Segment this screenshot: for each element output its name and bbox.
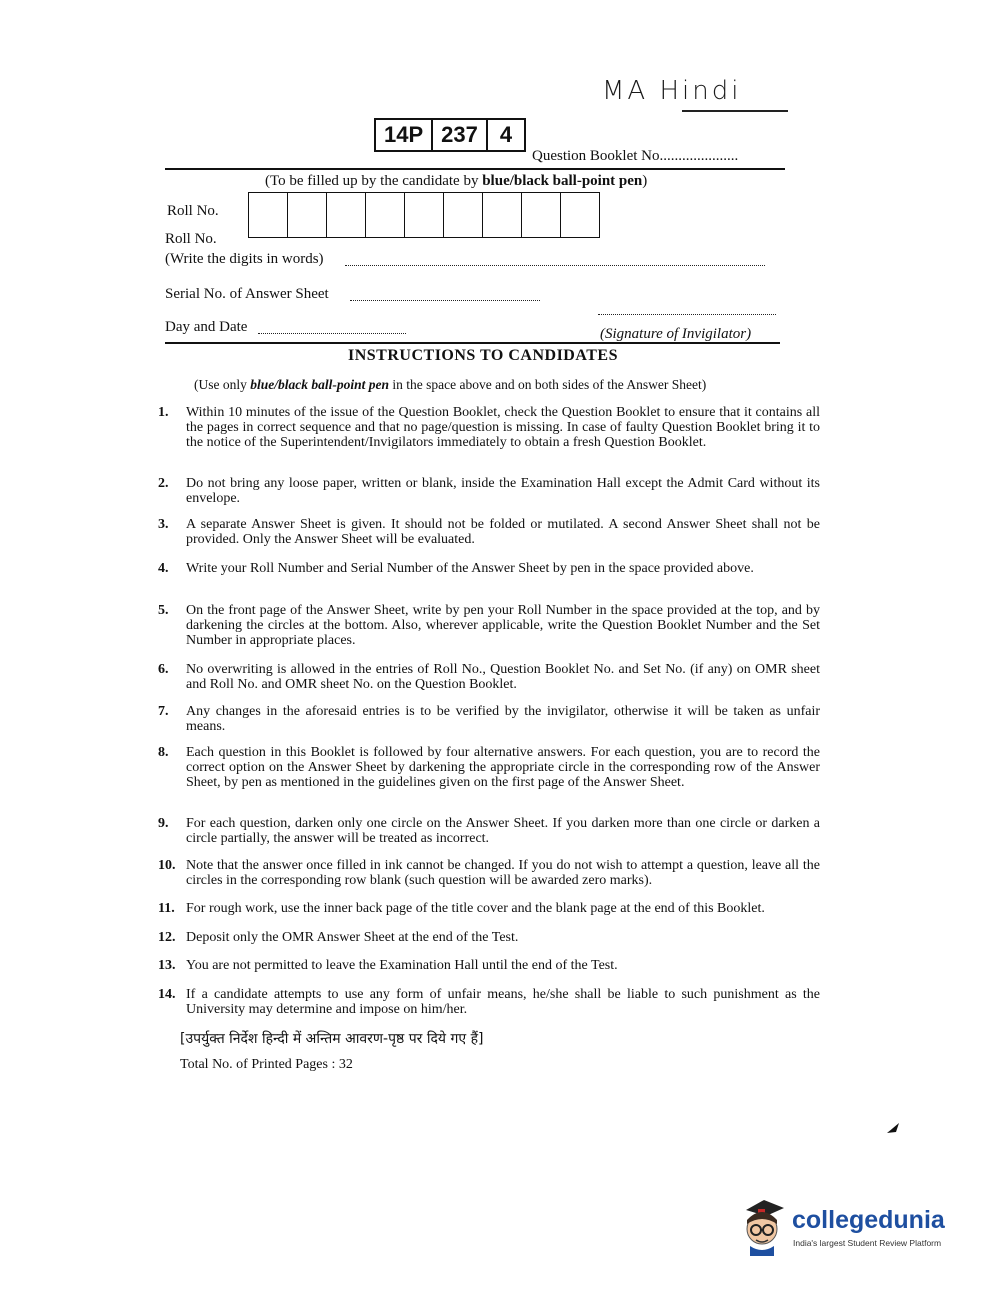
instruction-item: 3. A separate Answer Sheet is given. It should not be folded or mutilated. A second Answer Sheet shall not be provided. Only the Answer Sheet will be evaluated.: [158, 517, 820, 547]
instruction-item: 5. On the front page of the Answer Sheet, write by pen your Roll Number in the space provided at the top, and by darkening the circles at the bottom. Also, wherever applicable, write the Question Booklet Number and the Set Number in appropriate places.: [158, 603, 820, 648]
instruction-item: 7. Any changes in the aforesaid entries is to be verified by the invigilator, otherwise it will be taken as unfair means.: [158, 704, 820, 734]
instruction-item: 2. Do not bring any loose paper, written or blank, inside the Examination Hall except the Admit Card without its envelope.: [158, 476, 820, 506]
fill-instruction: (To be filled up by the candidate by blue/black ball-point pen): [265, 173, 648, 189]
form-bottom-rule: [165, 342, 780, 344]
roll-digit-box[interactable]: [444, 193, 483, 237]
roll-no-words-label: Roll No.: [165, 231, 217, 247]
serial-no-field[interactable]: [350, 300, 540, 301]
collegedunia-tagline: India's largest Student Review Platform: [793, 1238, 942, 1248]
day-date-label: Day and Date: [165, 319, 248, 335]
instruction-item: 9. For each question, darken only one circle on the Answer Sheet. If you darken more than one circle or darken a circle partially, the answer will be treated as incorrect.: [158, 816, 820, 846]
instruction-item: 4. Write your Roll Number and Serial Number of the Answer Sheet by pen in the space provided above.: [158, 561, 754, 576]
hindi-note: [उपर्युक्त निर्देश हिन्दी में अन्तिम आवरण-पृष्ठ पर दिये गए हैं]: [180, 1031, 484, 1047]
handwritten-note: MA Hindi: [602, 76, 742, 106]
roll-digit-box[interactable]: [522, 193, 561, 237]
question-booklet-no-label: Question Booklet No.....................: [532, 148, 739, 164]
collegedunia-watermark: [736, 1196, 966, 1266]
booklet-code-part-3: 4: [499, 122, 513, 147]
collegedunia-brand: collegedunia: [792, 1206, 945, 1234]
roll-digit-box[interactable]: [483, 193, 522, 237]
roll-digit-box[interactable]: [366, 193, 405, 237]
serial-no-label: Serial No. of Answer Sheet: [165, 286, 329, 302]
signature-label: (Signature of Invigilator): [600, 326, 752, 342]
roll-digit-box[interactable]: [405, 193, 444, 237]
booklet-code-part-2: 237: [433, 120, 488, 150]
roll-no-boxes[interactable]: [248, 192, 600, 238]
day-date-field[interactable]: [258, 333, 406, 334]
instructions-title: INSTRUCTIONS TO CANDIDATES: [348, 347, 618, 364]
instruction-item: 11. For rough work, use the inner back page of the title cover and the blank page at the end of this Booklet.: [158, 901, 765, 916]
instruction-item: 1. Within 10 minutes of the issue of the Question Booklet, check the Question Booklet to ensure that it contains all the pages in correct sequence and that no page/question is missing. In case of faulty Question Booklet bring it to the notice of the Superintendent/Invigilators immediately to obtain a fresh Question Booklet.: [158, 405, 820, 450]
roll-digit-box[interactable]: [327, 193, 366, 237]
roll-digit-box[interactable]: [561, 193, 599, 237]
roll-no-words-sub: (Write the digits in words): [165, 251, 324, 267]
booklet-code-part-1: 14P: [376, 120, 433, 150]
instruction-item: 12. Deposit only the OMR Answer Sheet at the end of the Test.: [158, 930, 519, 945]
instruction-item: 13. You are not permitted to leave the Examination Hall until the end of the Test.: [158, 958, 618, 973]
instruction-item: 10. Note that the answer once filled in ink cannot be changed. If you do not wish to attempt a question, leave all the circles in the corresponding row blank (such question will be awarded zero marks).: [158, 858, 820, 888]
roll-digit-box[interactable]: [288, 193, 327, 237]
total-pages: Total No. of Printed Pages : 32: [180, 1057, 353, 1072]
booklet-code-box: [374, 118, 526, 152]
instruction-item: 8. Each question in this Booklet is followed by four alternative answers. For each question, you are to record the correct option on the Answer Sheet by darkening the appropriate circle in the corresponding row of the Answer Sheet, by pen as mentioned in the guidelines given on the first page of the Answer Sheet.: [158, 745, 820, 790]
signature-field[interactable]: [598, 314, 776, 315]
instruction-item: 14. If a candidate attempts to use any form of unfair means, he/she shall be liable to such punishment as the University may determine and impose on him/her.: [158, 987, 820, 1017]
roll-digit-box[interactable]: [249, 193, 288, 237]
instructions-subtitle: (Use only blue/black ball-point pen in the space above and on both sides of the Answer Sheet): [194, 377, 707, 392]
collegedunia-mascot-icon: [736, 1196, 792, 1256]
top-rule: [165, 168, 785, 170]
roll-no-words-field[interactable]: [345, 265, 765, 266]
handwritten-underline: [682, 110, 788, 112]
stray-mark-icon: [885, 1120, 903, 1136]
roll-no-label: Roll No.: [167, 203, 219, 219]
instruction-item: 6. No overwriting is allowed in the entries of Roll No., Question Booklet No. and Set No. (if any) on OMR sheet and Roll No. and OMR sheet No. on the Question Booklet.: [158, 662, 820, 692]
